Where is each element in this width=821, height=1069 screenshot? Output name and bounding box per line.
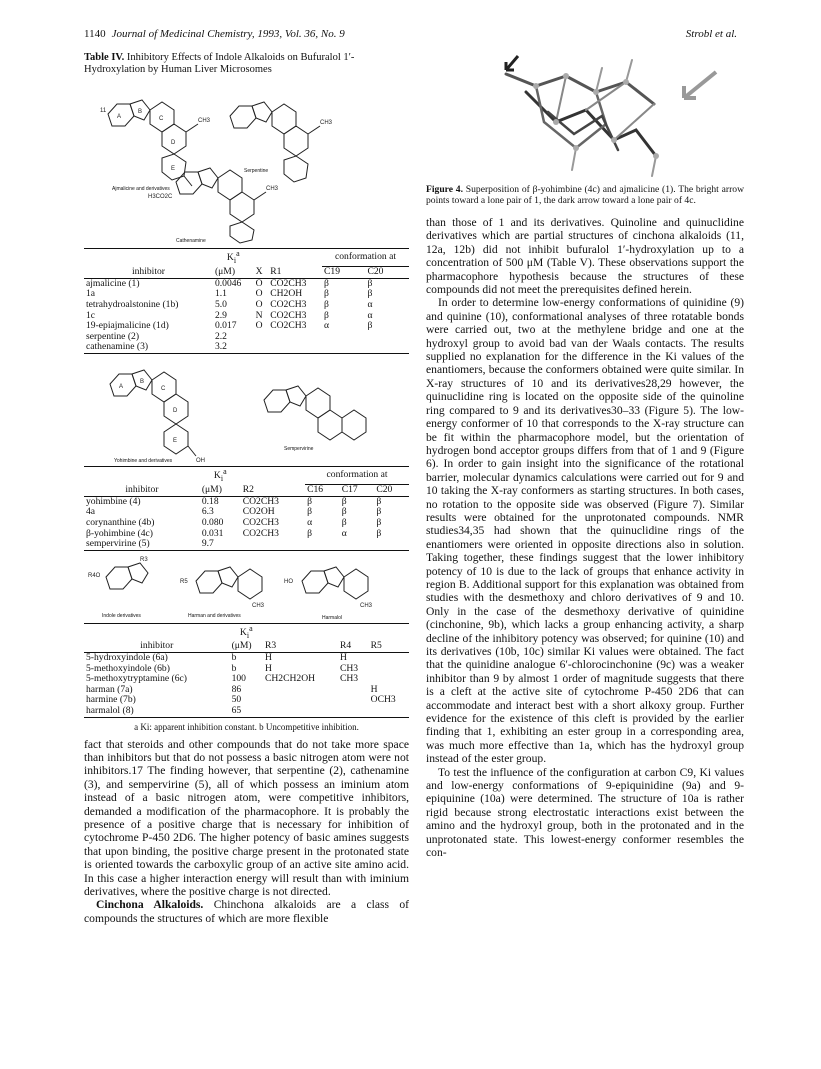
left-body-text [84,738,409,926]
svg-text:B: B [140,378,145,385]
table-cell: β [324,288,329,300]
table-part-1 [84,248,409,354]
table-cell: β [367,277,373,289]
table-cell: CO2CH3 [242,495,279,507]
table-cell [241,539,305,550]
table-cell [268,332,322,343]
paragraph: In order to determine low-energy conformations of quinidine (9) and quinine (10), conformational analyses of three rotatable bonds were carried out, two at the methylene bridge and one at the hydroxyl group to avoid bad van der Waals contacts. The results supplied no explanation for the difference in the Ki values of the enantiomers, because the conformers obtained were quite similar. In X-ray structures of 10 and its derivatives28,29 however, the quinuclidine ring is located on the opposite side of the quinoline ring compared to 9 and its derivatives30–33 (Figure 5). The low-energy conformer of 10 that corresponds to the X-ray structure can be fit within the pharmacophore model, but the orientation of hydrogen bond acceptor groups differs from that of 1 and 9 (Figure 6). In order to gain insight into the significance of the rotational barrier, molecular dynamics calculations were carried out for 9 and 10 taking the X-ray conformers as starting structures. In both cases, no rotation to the opposite side was observed (Figure 7). Similar results were obtained for the unprotonated compounds. NMR studies34,35 had shown that the quinuclidine rings of the enantiomers were oriented in opposite directions also in solution. Taking together, these findings suggest that the lower inhibitory potency of 10 is due to the lack of groups that enhance activity in region B. Additional support for this explanation was obtained from studies with the desmethoxy and chloro derivatives of 9 and 10. Only in the case of the desmethoxy derivative of quinidine (cinchonine, 9b), which lacks a group enhancing activity, a sharp decline of the inhibitory potency was observed; for quinine (10) and its derivatives (10b, 10c) similar Ki values were obtained. The fact that the quinidine analogue 6′-chlorocinchonine (9c) was a weaker inhibitor than 9 by almost 1 order of magnitude suggests that there is a cleft at the active site of cytochrome P-450 2D6 that can accommodate and interact best with a short alkoxy group. Further evidence for the existence of this cleft is provided by the earlier finding that 1, exhibiting an ester group in a corresponding area, was much more effective than 1a, which has the hydroxyl group instead of the ester group. [426,296,744,766]
table-cell: b [231,651,237,663]
table-cell: yohimbine (4) [86,495,141,507]
svg-text:CH3: CH3 [198,118,211,124]
th-c19: C19 [322,267,365,279]
table-cell: 0.18 [201,495,219,507]
running-authors: Strobl et al. [685,28,737,40]
th-conformation: conformation at [305,466,409,484]
table-cell: α [367,298,373,310]
table-row [84,518,409,529]
table-cell [268,342,322,353]
table-cell: α [367,309,373,321]
figure-caption-text: Superposition of β-yohimbine (4c) and ajmalicine (1). The bright arrow points toward a lone pair of 1, the dark arrow toward a lone pair of 4c. [426,184,744,206]
th-inhibitor: inhibitor [84,485,200,497]
figure-label: Figure 4. [426,184,463,195]
svg-text:C: C [159,116,164,122]
svg-text:R5: R5 [180,578,188,585]
figure-4-image [426,52,744,180]
table-cell: β [376,527,382,539]
table-cell: harmalol (8) [84,706,230,717]
svg-text:H3CO2C: H3CO2C [148,194,173,200]
figure-caption [426,184,744,206]
table-cell: 5-methoxytryptamine (6c) [86,673,187,685]
table-row [84,278,409,289]
paragraph-text: Chinchona alkaloids are a class of compounds the structures of which are more flexible [84,898,410,925]
svg-text:CH3: CH3 [360,602,373,609]
table-title [84,52,409,76]
table-cell: harman (7a) [86,683,133,695]
svg-text:HO: HO [284,578,293,585]
th-inhibitor: inhibitor [84,641,230,652]
table-cell: H [339,651,347,663]
th-ki: $K_i^a$ [230,623,263,641]
table-cell: CO2CH3 [242,527,279,539]
table-cell: β-yohimbine (4c) [86,527,153,539]
table-cell: sempervirine (5) [84,539,200,550]
svg-text:A: A [117,114,122,120]
th-empty [84,466,200,484]
table-cell: H [264,651,272,663]
svg-text:11: 11 [100,108,107,114]
table-cell: tetrahydroalstonine (1b) [86,298,179,310]
table-row [84,539,409,550]
table-cell: β [307,527,312,539]
th-empty [241,466,305,484]
table-caption: Inhibitory Effects of Indole Alkaloids on Bufuralol 1′-Hydroxylation by Human Liver Microsomes [84,52,355,75]
table-cell: β [324,277,329,289]
table-cell [340,539,375,550]
table-cell: CH2OH [270,288,303,300]
table-cell: β [376,495,382,507]
table-cell: β [324,309,329,321]
struct-label-ajmalicine: Ajmalicine and derivatives [112,186,170,192]
table-cell: corynanthine (4b) [86,516,155,528]
table-part-3 [84,623,409,718]
table-cell: 65 [230,706,263,717]
th-r4: R4 [338,641,369,652]
svg-text:B: B [138,109,143,115]
th-ki: $K_i^a$ [213,249,254,267]
th-c20: C20 [365,267,409,279]
table-cell [338,695,369,706]
table-cell: O [255,288,263,300]
th-empty [84,623,230,641]
svg-text:D: D [171,140,176,146]
svg-text:E: E [173,437,178,444]
table-cell: 0.0046 [214,277,242,289]
table-cell: H [370,683,378,695]
svg-text:CH3: CH3 [252,602,265,609]
table-cell: 1a [86,288,96,300]
table-cell: 3.2 [213,342,254,353]
svg-text:R4O: R4O [88,572,101,579]
structures-yohimbine-sempervirine [84,354,409,466]
table-cell: 0.017 [214,320,237,332]
table-cell [254,332,269,343]
paragraph-cinchona [84,898,409,925]
table-cell: cathenamine (3) [84,342,213,353]
ring-d [162,124,186,154]
table-cell: CO2CH3 [270,298,307,310]
table-cell: CO2CH3 [242,516,279,528]
right-column [426,52,744,860]
table-cell: CO2CH3 [270,309,307,321]
paragraph: fact that steroids and other compounds that do not take more space than inhibitors but that do not possess a basic nitrogen atom were not inhibitors.17 The finding however, that serpentine (2), cathenamine (3), and sempervirine (5), all of which possess an iminium atom instead of a basic nitrogen atom, were competitive inhibitors, demanded a modification of the pharmacophore. It is probably the presence of a positive charge that is necessary for inhibition of cytochrome P-450 2D6. The higher potency of basic amines suggests that upon binding, the positive charge present in the protonated state is oriented towards the carboxylic group of an active site amino acid. In this case a higher interaction energy will result than with iminium derivatives, where the positive charge is not directed. [84,737,409,898]
th-ki-units: (μM) [200,485,241,497]
table-row [84,652,409,663]
th-empty [268,249,322,267]
table-cell: β [376,506,382,518]
table-cell: O [255,298,263,310]
table-cell: CO2CH3 [270,277,307,289]
table-cell [365,342,409,353]
page-number: 1140 [84,28,106,40]
table-cell [374,539,409,550]
table-cell [263,685,338,696]
th-r3: R3 [263,641,338,652]
table-cell: serpentine (2) [86,330,140,342]
table-cell: β [341,495,347,507]
table-row [84,706,409,717]
table-cell [254,342,269,353]
table-cell: 100 [231,673,246,685]
svg-text:A: A [119,383,124,390]
th-c20: C20 [374,485,409,497]
table-label: Table IV. [84,52,125,63]
table-cell: 50 [231,694,242,706]
left-column [84,52,409,925]
table-cell: β [367,320,373,332]
table-cell: β [367,288,373,300]
journal-citation: Journal of Medicinal Chemistry, 1993, Vol. 36, No. 9 [111,28,345,40]
table-cell: 2.2 [214,330,227,342]
table-cell: O [255,320,263,332]
table-cell: CO2OH [242,506,275,518]
th-empty [263,623,338,641]
table-cell [369,664,409,675]
superposition-drawing [426,52,744,180]
table-cell [369,706,409,717]
svg-text:CH3: CH3 [266,186,279,192]
table-cell [338,685,369,696]
struct-label-cathenamine: Cathenamine [176,238,206,244]
th-ki: $K_i^a$ [200,466,241,484]
table-cell: α [324,320,330,332]
table-cell: β [341,516,347,528]
table-cell: H [264,662,272,674]
paragraph: To test the influence of the configuration at carbon C9, Ki values and low-energy conformations of 9-epiquinidine (9a) and 9-epiquinine (10a) were determined. The structure of 10a is rather rigid because strong electrostatic interactions exist between the amino and the hydroxyl group, both in the protonated and in the unprotonated state. This lowest-energy conformer resembles the con- [426,765,744,860]
table-cell [305,539,340,550]
th-empty [338,623,369,641]
table-cell [263,695,338,706]
table-cell: CH3 [339,673,359,685]
table-part-2 [84,466,409,551]
th-r5: R5 [369,641,409,652]
table-cell: O [255,277,263,289]
table-cell [322,332,365,343]
struct-label-serpentine: Serpentine [244,168,269,174]
table-cell [365,332,409,343]
table-cell: β [341,506,347,518]
th-conformation: conformation at [322,249,409,267]
svg-text:C: C [161,385,166,392]
structure-drawings-1 [84,80,409,248]
table-cell: β [307,495,312,507]
th-inhibitor: inhibitor [84,267,213,279]
table-row [84,300,409,311]
table-cell: 4a [86,506,96,518]
svg-text:D: D [173,407,178,414]
svg-text:CH3: CH3 [320,120,333,126]
struct-label-harman: Harman and derivatives [188,612,241,619]
table-cell: 0.080 [201,516,224,528]
th-empty [254,249,269,267]
table-cell: 2.9 [214,309,227,321]
table-footnote: a Ki: apparent inhibition constant. b Uncompetitive inhibition. [134,721,359,732]
th-c16: C16 [305,485,340,497]
paragraph: than those of 1 and its derivatives. Quinoline and quinuclidine derivatives which are partial structures of cinchona alkaloids (11, 12a, 12b) did not inhibit bufuralol 1′-hydroxylation up to a concentration of 500 μM (Table V). These observations support the pharmacophore hypothesis because the structures of these compounds did not meet the prerequisites defined herein. [426,216,744,297]
table-cell: ajmalicine (1) [86,277,140,289]
table-cell [322,342,365,353]
table-cell: 1.1 [214,288,227,300]
th-c17: C17 [340,485,375,497]
table-row [84,674,409,685]
running-header [84,28,737,40]
svg-text:OH: OH [196,457,205,464]
th-empty [84,249,213,267]
table-cell: 6.3 [201,506,214,518]
structures-ajmalicine-serpentine-cathenamine [84,80,409,248]
structure-drawings-2 [84,354,409,466]
struct-label-indole: Indole derivatives [102,612,141,619]
th-empty [369,623,409,641]
table-cell: CH2CH2OH [264,673,316,685]
table-cell: α [341,527,347,539]
th-ki-units: (μM) [230,641,263,652]
structures-indole-harman [84,551,409,623]
table-cell [338,706,369,717]
table-cell: α [307,516,313,528]
table-cell: OCH3 [370,694,396,706]
table-cell: 5-hydroxyindole (6a) [86,651,168,663]
right-body-text [426,216,744,860]
table-cell: β [307,506,312,518]
struct-label-yohimbine: Yohimbine and derivatives [114,457,173,464]
bright-arrow [684,72,716,98]
struct-label-harmalol: Harmalol [322,614,343,621]
table-cell: N [255,309,263,321]
table-cell: CO2CH3 [270,320,307,332]
table-cell: β [376,516,382,528]
table-cell: b [231,662,237,674]
th-r1: R1 [268,267,322,279]
table-cell: 86 [231,683,242,695]
struct-label-sempervirine: Sempervirine [284,445,314,452]
table-cell: 1c [86,309,96,321]
table-cell: CH3 [339,662,359,674]
table-cell: 0.031 [201,527,224,539]
svg-text:R3: R3 [140,556,148,563]
th-x: X [254,267,269,279]
th-ki-units: (μM) [213,267,254,279]
table-cell: harmine (7b) [86,694,136,706]
table-cell: 5-methoxyindole (6b) [86,662,170,674]
dark-arrow [506,56,518,70]
table-cell: β [324,298,329,310]
table-cell: 5.0 [214,298,227,310]
table-cell [263,706,338,717]
section-heading: Cinchona Alkaloids. [96,898,204,912]
table-cell: 9.7 [200,539,241,550]
table-cell: 19-epiajmalicine (1d) [86,320,169,332]
th-r2: R2 [241,485,305,497]
svg-text:E: E [171,166,176,172]
table-cell [369,652,409,663]
table-row [84,342,409,353]
